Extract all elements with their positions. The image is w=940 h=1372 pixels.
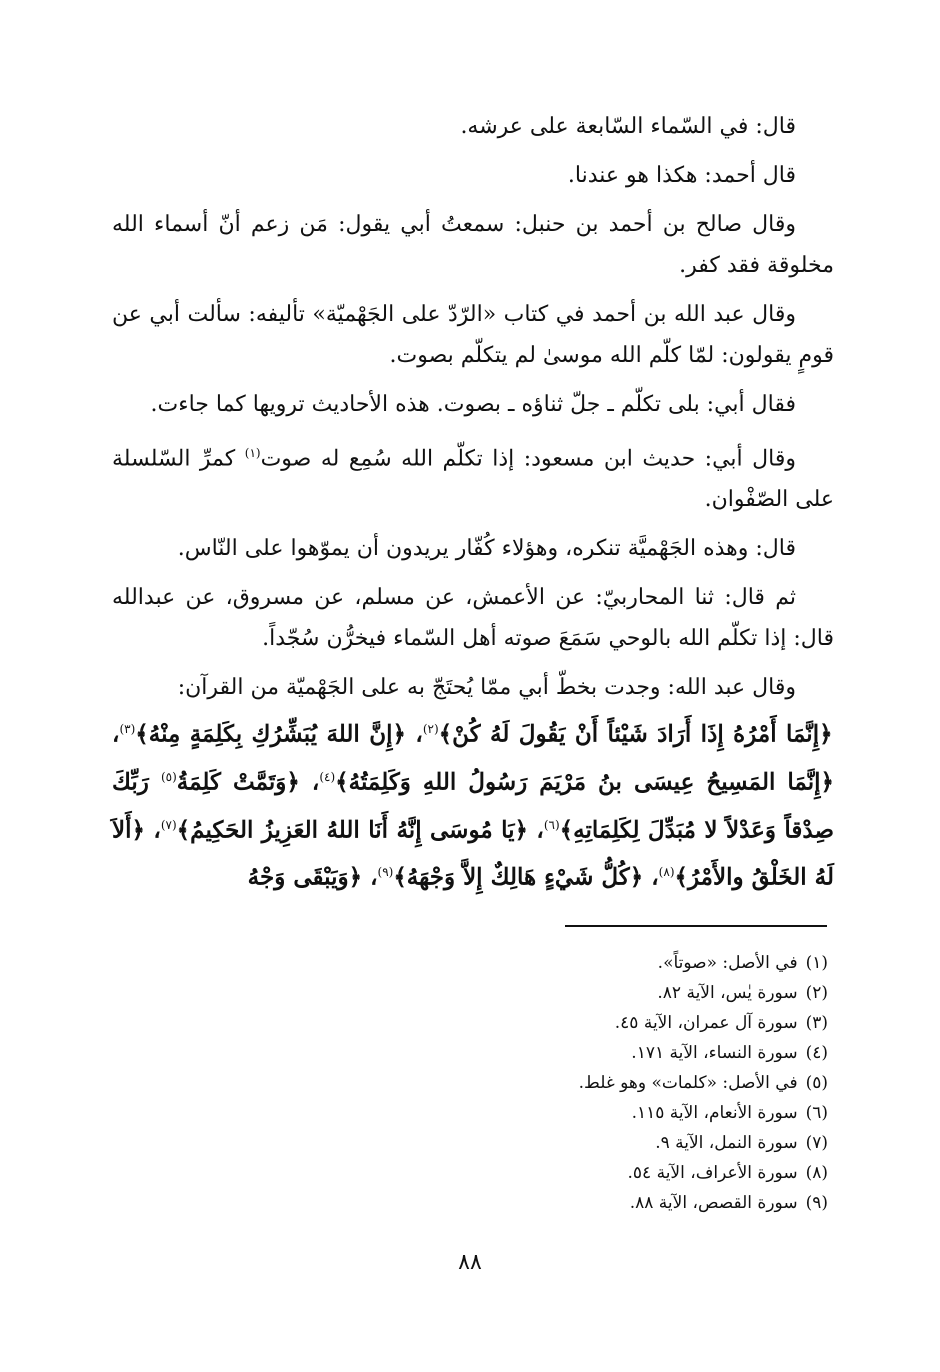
- footnote-text: سورة آل عمران، الآية ٤٥.: [614, 1013, 798, 1033]
- quran-verse: ﴿إِنَّمَا أَمْرُهُ إِذَا أَرَادَ شَيْئاً أَنْ يَقُولَ لَهُ كُنْ﴾: [438, 720, 833, 748]
- quran-verse: ﴿يَا مُوسَى إِنَّهُ أَنَا اللهُ العَزِيزُ الحَكِيمُ﴾: [176, 816, 528, 844]
- footnote-text: سورة النساء، الآية ١٧١.: [631, 1043, 798, 1063]
- footnote-reference: (٥): [160, 769, 177, 784]
- quran-verse: ﴿إِنَّ اللهَ يُبَشِّرُكِ بِكَلِمَةٍ مِنْهُ﴾: [135, 720, 406, 748]
- paragraph: قال أحمد: هكذا هو عندنا.: [567, 163, 796, 188]
- footnotes: [470, 948, 828, 1218]
- footnote-separator: [565, 925, 827, 927]
- footnote-number: (٧): [805, 1133, 828, 1153]
- quran-verse: ﴿وَتَمَّتْ كَلِمَةُ: [176, 768, 300, 796]
- footnote: [470, 1068, 828, 1098]
- footnote-text: سورة القصص، الآية ٨٨.: [629, 1193, 798, 1213]
- footnote: [470, 978, 828, 1008]
- footnote-text: في الأصل: «كلمات» وهو غلط.: [578, 1073, 798, 1093]
- footnote-number: (١): [805, 953, 828, 973]
- paragraph: وقال صالح بن أحمد بن حنبل: سمعتُ أبي يقول: مَن زعم أنّ أسماء الله مخلوقة فقد كفر.: [112, 212, 834, 278]
- quran-verse: ﴿وَيَبْقَى وَجْهُ: [247, 863, 363, 891]
- separator-text: ،: [643, 863, 659, 891]
- paragraph: ثم قال: ثنا المحاربيّ: عن الأعمش، عن مسلم، عن مسروق، عن عبدالله قال: إذا تكلّم الله بالوحي سَمَعَ صوته أهل السّماء فيخرُّن سُجّداً.: [112, 585, 834, 652]
- footnote-reference: (٧): [160, 817, 177, 832]
- footnote-text: في الأصل: «صوتاً».: [657, 953, 798, 973]
- quran-verse-continued: رَبِّكَ صِدْقاً وَعَدْلاً لا مُبَدِّلَ لِكَلِمَاتِهِ﴾: [112, 768, 835, 844]
- footnote-reference: (٩): [377, 865, 394, 880]
- paragraph: قال: وهذه الجَهْميَّة تنكره، وهؤلاء كُفّار يريدون أن يموّهوا على النّاس.: [177, 536, 796, 562]
- footnote-number: (٢): [805, 983, 828, 1003]
- separator-text: ،: [299, 768, 320, 796]
- paragraph: فقال أبي: بلى تكلّم ـ جلّ ثناؤه ـ بصوت. هذه الأحاديث ترويها كما جاءت.: [150, 392, 796, 417]
- footnote-text: سورة الأنعام، الآية ١١٥.: [631, 1103, 798, 1123]
- footnote: [470, 1188, 828, 1218]
- separator-text: ،: [527, 816, 544, 844]
- paragraph: وقال عبد الله: وجدت بخطّ أبي ممّا يُحتَجّ به على الجَهْميّة من القرآن:: [177, 675, 796, 701]
- footnote-number: (٨): [805, 1163, 828, 1183]
- footnote-text: سورة الأعراف، الآية ٥٤.: [627, 1163, 798, 1183]
- paragraph-text-continued: كمرِّ السّلسلة على الصّفْوان.: [112, 446, 834, 513]
- footnote: [470, 1098, 828, 1128]
- footnote-reference: (٦): [543, 817, 560, 832]
- footnote: [470, 1038, 828, 1068]
- footnote-reference: (٣): [119, 722, 136, 737]
- footnote-number: (٦): [805, 1103, 828, 1123]
- paragraph: قال: في السّماء السّابعة على عرشه.: [460, 114, 796, 139]
- footnote-text: سورة يٰس، الآية ٨٢.: [657, 983, 798, 1003]
- footnote-number: (٥): [805, 1073, 828, 1093]
- footnote-reference: (٨): [658, 865, 675, 880]
- footnote-number: (٣): [805, 1013, 828, 1033]
- quran-verse: ﴿إِنَّمَا المَسِيحُ عِيسَى بنُ مَرْيَمَ رَسُولُ اللهِ وَكَلِمَتُهُ﴾: [335, 768, 834, 796]
- footnote: [470, 1158, 828, 1188]
- paragraph-text: وقال أبي: حديث ابن مسعود: إذا تكلّم الله سُمِع له صوت: [260, 446, 796, 472]
- footnote: [470, 1128, 828, 1158]
- footnote-reference: (٤): [319, 769, 336, 784]
- paragraph: وقال عبد الله بن أحمد في كتاب «الرّدّ على الجَهْميّة» تأليفه: سألت أبي عن قومٍ يقولون: لمّا كلّم الله موسىٰ لم يتكلّم بصوت.: [112, 302, 834, 368]
- footnote: [470, 1008, 828, 1038]
- footnote-reference: (١): [244, 446, 261, 460]
- page-number: ٨٨: [458, 1250, 482, 1275]
- footnote-number: (٩): [805, 1193, 828, 1213]
- quran-verses: [112, 708, 834, 899]
- separator-text: ،: [405, 720, 423, 748]
- footnote-number: (٤): [805, 1043, 828, 1063]
- footnote-reference: (٢): [422, 722, 439, 737]
- footnote-text: سورة النمل، الآية ٩.: [655, 1133, 798, 1153]
- separator-text: ،: [144, 816, 161, 844]
- main-text: [112, 106, 834, 899]
- separator-text: ،: [362, 863, 378, 891]
- quran-verse: ﴿كُلُّ شَيْءٍ هَالِكٌ إِلاَّ وَجْهَهُ﴾: [393, 863, 644, 891]
- quran-verse: ﴿أَلاَ لَهُ الخَلْقُ والأَمْرُ﴾: [112, 816, 834, 891]
- separator-text: ،: [112, 720, 120, 748]
- paragraph-with-footnote: [112, 433, 834, 520]
- footnote: [470, 948, 828, 978]
